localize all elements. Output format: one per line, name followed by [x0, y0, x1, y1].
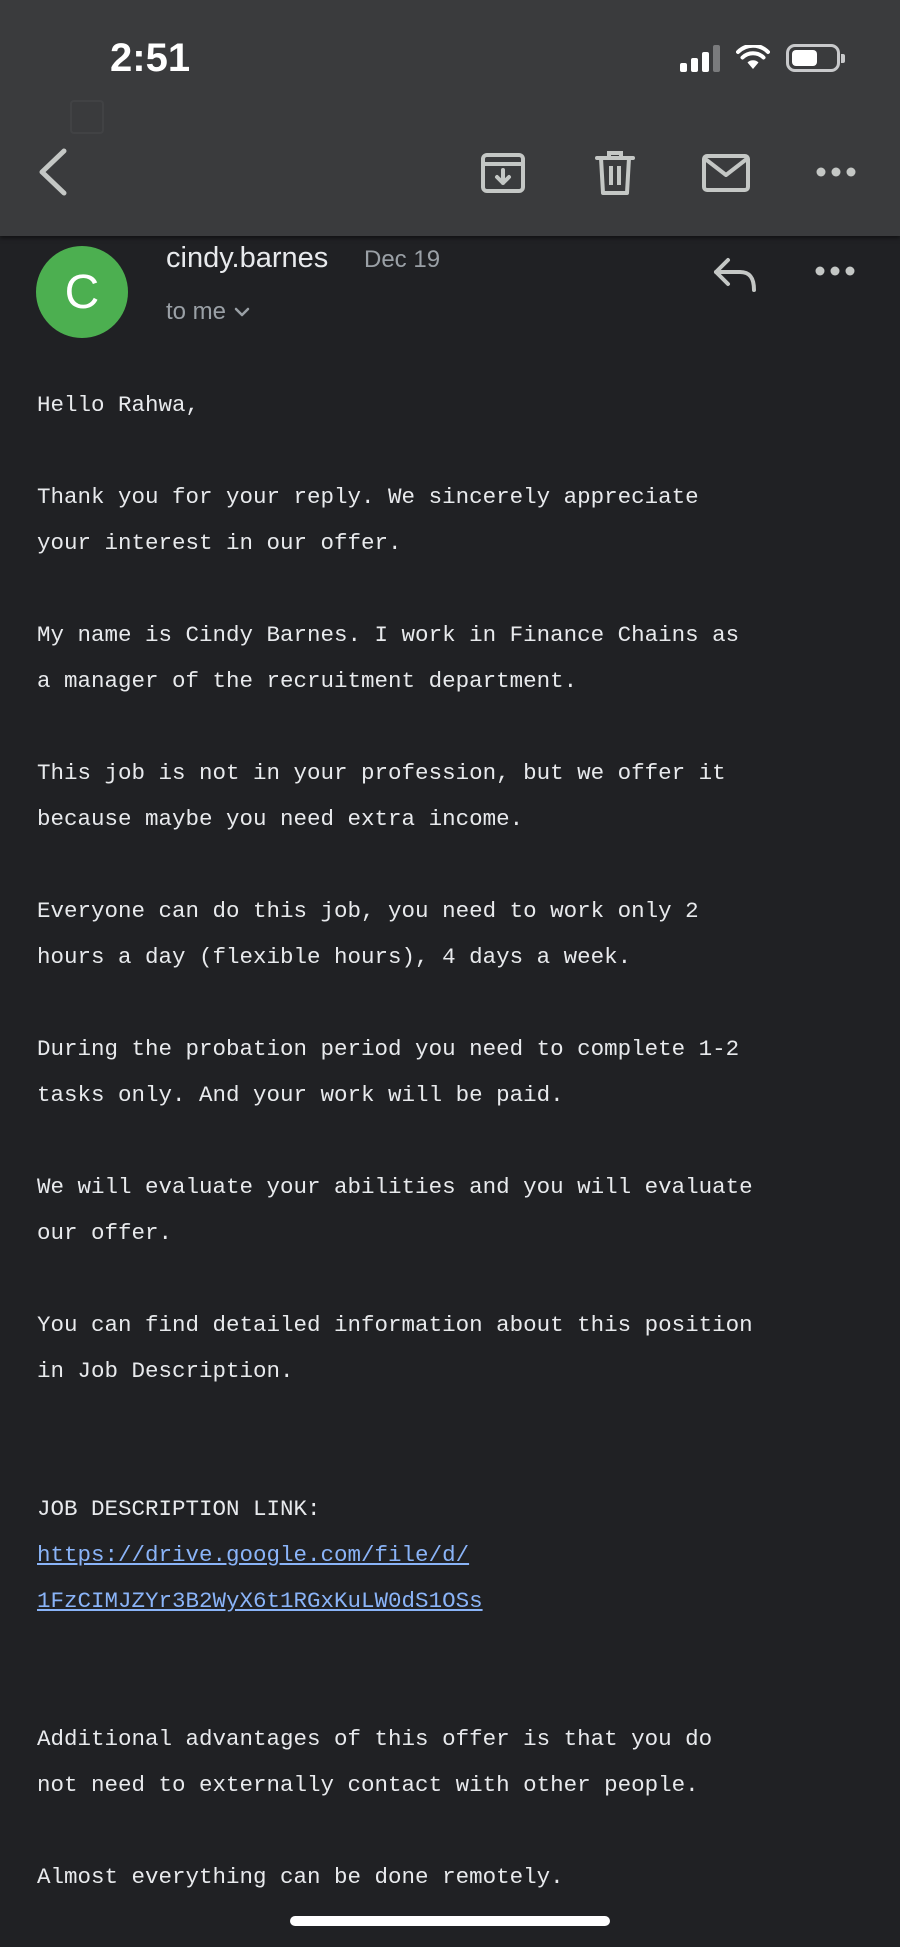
background-content-ghost [70, 100, 104, 134]
more-icon [814, 265, 856, 277]
body-paragraph: My name is Cindy Barnes. I work in Finance Chains as a manager of the recruitment department. [37, 622, 740, 694]
message-more-button[interactable] [814, 264, 856, 284]
mail-icon [701, 153, 751, 193]
mark-unread-button[interactable] [696, 146, 756, 200]
reply-button[interactable] [712, 256, 758, 296]
back-icon [36, 147, 70, 197]
back-button[interactable] [28, 144, 78, 200]
body-paragraph: This job is not in your profession, but we offer it because maybe you need extra income. [37, 760, 726, 832]
battery-icon [786, 44, 840, 72]
archive-button[interactable] [476, 146, 530, 200]
sender-avatar[interactable]: C [36, 246, 128, 338]
message-header [0, 236, 900, 346]
body-paragraph: We will evaluate your abilities and you will evaluate our offer. [37, 1174, 753, 1246]
body-paragraph: Additional advantages of this offer is that you do not need to externally contact with other people. [37, 1726, 713, 1798]
body-paragraph: Thank you for your reply. We sincerely appreciate your interest in our offer. [37, 484, 699, 556]
body-paragraph: Almost everything can be done remotely. [37, 1864, 564, 1890]
delete-button[interactable] [590, 146, 640, 200]
archive-icon [480, 150, 526, 196]
link-label: JOB DESCRIPTION LINK: [37, 1496, 321, 1522]
more-icon [815, 166, 857, 178]
body-greeting: Hello Rahwa, [37, 392, 200, 418]
status-time: 2:51 [110, 36, 191, 80]
reply-icon [712, 256, 758, 296]
recipient-details-toggle[interactable] [166, 298, 250, 326]
message-date: Dec 19 [364, 246, 441, 273]
wifi-icon [736, 45, 770, 71]
link-line[interactable]: 1FzCIMJZYr3B2WyX6t1RGxKuLW0dS1OSs [37, 1588, 483, 1614]
top-app-bar [0, 0, 900, 236]
body-paragraph: During the probation period you need to complete 1-2 tasks only. And your work will be paid. [37, 1036, 740, 1108]
more-options-button[interactable] [808, 156, 864, 188]
body-paragraph: Everyone can do this job, you need to work only 2 hours a day (flexible hours), 4 days a week. [37, 898, 699, 970]
home-indicator [290, 1916, 610, 1926]
status-icons [680, 44, 840, 72]
link-line[interactable]: https://drive.google.com/file/d/ [37, 1542, 470, 1568]
recipient-label: to me [166, 298, 227, 325]
body-paragraph: You can find detailed information about this position in Job Description. [37, 1312, 753, 1384]
sender-name: cindy.barnes [166, 242, 329, 274]
cellular-signal-icon [680, 44, 720, 72]
chevron-down-icon [234, 307, 250, 317]
job-description-link[interactable] [37, 1532, 867, 1624]
trash-icon [595, 150, 635, 196]
message-body [37, 382, 867, 1946]
